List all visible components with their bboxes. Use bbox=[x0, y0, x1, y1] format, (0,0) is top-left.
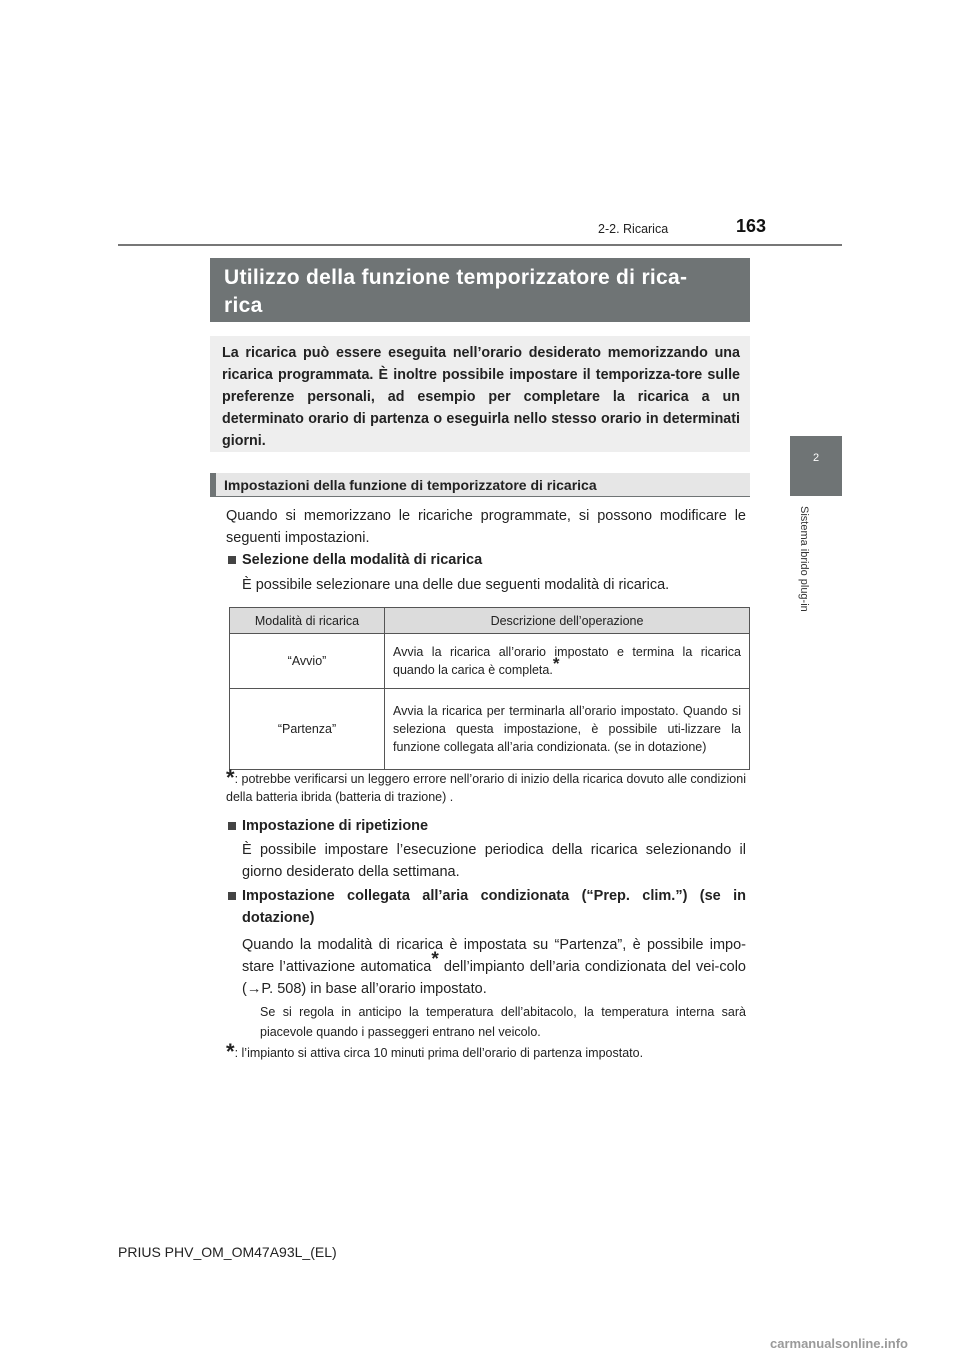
page-title-line1: Utilizzo della funzione temporizzatore di rica- bbox=[224, 266, 688, 289]
chapter-tab bbox=[790, 436, 842, 496]
footnote-2 bbox=[226, 1039, 746, 1064]
note-text: Se si regola in anticipo la temperatura dell’abitacolo, la temperatura interna sarà piacevole quando i passeggeri entrano nel veicolo. bbox=[260, 1005, 746, 1039]
header-rule bbox=[118, 244, 842, 246]
intro-text: La ricarica può essere eseguita nell’orario desiderato memorizzando una ricarica programmata. È inoltre possibile impostare il temporizza-tore sulle preferenze personali, ad esempio per completare la ricarica a un determinato orario di partenza o eseguirla nello stesso orario in determinati giorni. bbox=[222, 345, 740, 449]
table-cell-mode: “Avvio” bbox=[230, 634, 385, 689]
subheading: Impostazioni della funzione di temporizzatore di ricarica bbox=[224, 477, 597, 493]
page-number: 163 bbox=[736, 216, 767, 236]
table-header-description: Descrizione dell’operazione bbox=[385, 608, 750, 634]
bullet-heading-repeat: Impostazione di ripetizione bbox=[242, 818, 429, 834]
footnote-1 bbox=[226, 765, 746, 806]
bullet-heading-climate: Impostazione collegata all’aria condizionata (“Prep. clim.”) (se in dotazione) bbox=[242, 888, 746, 926]
table-desc-text: Avvia la ricarica all’orario impostato e termina la ricarica quando la carica è completa. bbox=[393, 645, 741, 677]
table-cell-description: Avvia la ricarica per terminarla all’orario impostato. Quando si seleziona questa impostazione, è possibile uti-lizzare la funzione collegata all’aria condizionata. (se in dotazione) bbox=[385, 689, 750, 770]
footnote-text: : potrebbe verificarsi un leggero errore nell’orario di inizio della ricarica dovuto alle condizioni della batteria ibrida (batteria di trazione) . bbox=[226, 772, 746, 804]
footnote-star: * bbox=[226, 1039, 235, 1064]
footnote-star: * bbox=[431, 949, 439, 970]
table-row bbox=[230, 689, 750, 770]
page-title-line2: rica bbox=[224, 294, 263, 317]
bullet-heading-mode: Selezione della modalità di ricarica bbox=[242, 552, 483, 568]
charging-mode-table bbox=[229, 607, 750, 770]
chapter-label: Sistema ibrido plug-in bbox=[798, 506, 810, 612]
bullet-body-text-b: dell’impianto dell’aria condizionata del vei-colo (→P. 508) in base all’orario impostato. bbox=[242, 959, 746, 997]
footnote-star: * bbox=[552, 654, 560, 673]
page-title bbox=[224, 264, 744, 320]
paragraph-settings: Quando si memorizzano le ricariche programmate, si possono modificare le seguenti impostazioni. bbox=[226, 508, 746, 546]
table-header-mode: Modalità di ricarica bbox=[230, 608, 385, 634]
header-section: 2-2. Ricarica bbox=[598, 222, 669, 236]
bullet-body-mode: È possibile selezionare una delle due seguenti modalità di ricarica. bbox=[242, 577, 670, 593]
table-cell-mode: “Partenza” bbox=[230, 689, 385, 770]
footnote-text: : l’impianto si attiva circa 10 minuti prima dell’orario di partenza impostato. bbox=[234, 1046, 644, 1060]
footnote-star: * bbox=[226, 765, 235, 790]
footer-doc-code: PRIUS PHV_OM_OM47A93L_(EL) bbox=[118, 1244, 337, 1260]
bullet-square-icon bbox=[228, 892, 236, 900]
bullet-body-climate bbox=[242, 934, 746, 1000]
table-row bbox=[230, 634, 750, 689]
bullet-square-icon bbox=[228, 822, 236, 830]
chapter-number: 2 bbox=[812, 452, 820, 464]
bullet-body-text-a: Quando la modalità di ricarica è impostata su “Partenza”, è possibile impo-stare l’attivazione automatica bbox=[242, 937, 746, 975]
bullet-square-icon bbox=[228, 556, 236, 564]
subheading-accent bbox=[210, 473, 216, 497]
bullet-body-repeat: È possibile impostare l’esecuzione periodica della ricarica selezionando il giorno desiderato della settimana. bbox=[242, 842, 746, 880]
table-cell-description bbox=[385, 634, 750, 689]
watermark: carmanualsonline.info bbox=[770, 1336, 908, 1351]
